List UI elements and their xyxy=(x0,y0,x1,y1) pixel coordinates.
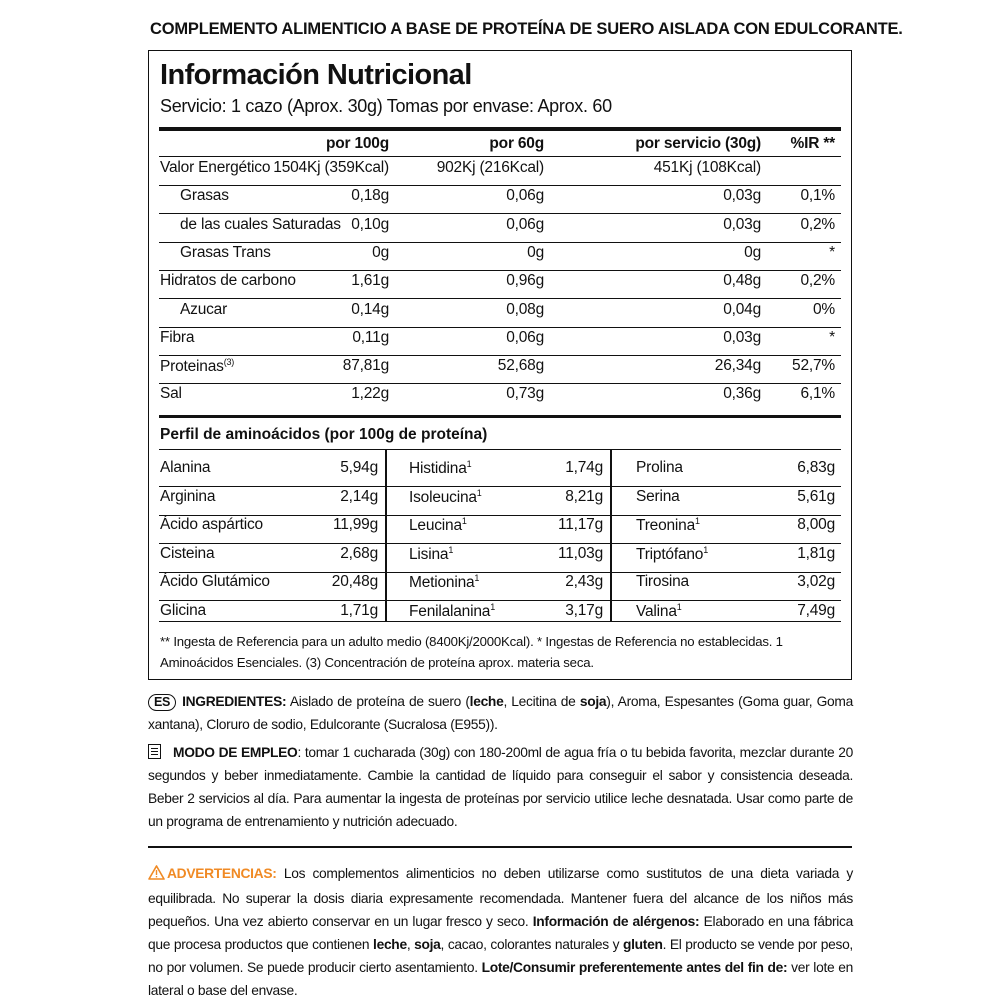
amino-name-text: Isoleucina xyxy=(409,488,477,506)
nutrient-label: Valor Energético xyxy=(160,159,271,176)
batch-label: Lote/Consumir preferentemente antes del fin de: xyxy=(481,960,788,975)
value-serving: 0,36g xyxy=(723,385,761,403)
warnings-paragraph xyxy=(148,862,853,1002)
amino-name xyxy=(636,545,708,564)
amino-name xyxy=(636,573,689,591)
value-per60: 0g xyxy=(527,243,544,261)
warnings-text: , xyxy=(406,937,415,952)
header-ir: %IR ** xyxy=(790,135,835,152)
amino-name xyxy=(636,459,683,477)
header-serving: por servicio (30g) xyxy=(635,135,761,152)
row-divider xyxy=(159,600,841,601)
amino-value: 11,17g xyxy=(557,516,603,533)
usage-paragraph xyxy=(148,741,853,833)
amino-value: 1,81g xyxy=(797,544,835,562)
amino-name-text: Cisteina xyxy=(160,544,215,562)
value-per60: 0,73g xyxy=(506,385,544,403)
value-per100: 0,11g xyxy=(352,328,389,346)
allergen-milk: leche xyxy=(373,937,407,952)
value-ir: 0,2% xyxy=(800,215,835,233)
value-per100: 0,14g xyxy=(351,300,389,318)
essential-marker: 1 xyxy=(676,601,682,612)
warnings-label: ADVERTENCIAS: xyxy=(167,866,277,881)
row-divider xyxy=(159,383,841,384)
essential-marker: 1 xyxy=(476,487,482,498)
footnote: ** Ingesta de Referencia para un adulto medio (8400Kj/2000Kcal). * Ingestas de Referencia no establecidas. 1 Aminoácidos Esenciales. (3) Concentración de proteína aprox. materia seca. xyxy=(160,634,783,670)
row-divider xyxy=(159,213,841,214)
amino-name-text: Alanina xyxy=(160,459,211,476)
value-per60: 0,08g xyxy=(506,300,544,318)
amino-name-text: Fenilalanina xyxy=(409,602,491,620)
warnings-text: . El producto se vende por peso, no por volumen. Se puede producir cierto asentamiento. xyxy=(148,937,853,975)
amino-name xyxy=(409,602,495,621)
column-divider xyxy=(610,449,612,621)
value-serving: 26,34g xyxy=(714,357,761,375)
value-serving: 0,04g xyxy=(723,300,761,318)
header-per60: por 60g xyxy=(489,135,544,152)
column-divider xyxy=(385,449,387,621)
ingredients-label: INGREDIENTES: xyxy=(182,694,287,709)
product-heading: COMPLEMENTO ALIMENTICIO A BASE DE PROTEÍNA DE SUERO AISLADA CON EDULCORANTE. xyxy=(150,20,903,38)
amino-name-text: Ácido aspártico xyxy=(160,516,263,533)
value-per100: 0,10g xyxy=(351,215,389,233)
amino-title: Perfil de aminoácidos (por 100g de proteína) xyxy=(160,426,488,443)
amino-name-text: Leucina xyxy=(409,517,462,535)
essential-marker: 1 xyxy=(695,516,700,526)
nutrient-label: Grasas xyxy=(180,187,229,205)
amino-value: 3,02g xyxy=(797,573,835,590)
allergen-info-label: Información de alérgenos: xyxy=(532,914,700,929)
amino-name xyxy=(160,602,206,620)
amino-name xyxy=(160,573,270,591)
allergen-milk: leche xyxy=(469,694,504,709)
row-divider xyxy=(159,486,841,487)
row-divider xyxy=(159,298,841,299)
nutrient-label: Proteinas$^{(3)}$ xyxy=(160,357,235,376)
value-per100: 87,81g xyxy=(342,357,389,375)
amino-value: 11,03g xyxy=(557,544,603,562)
value-serving: 451Kj (108Kcal) xyxy=(653,159,761,176)
footnote-marker: (3) xyxy=(223,357,235,368)
warnings-text: Elaborado en una fábrica que procesa productos que contienen xyxy=(148,914,853,952)
value-serving: 0,03g xyxy=(723,187,761,205)
nutrition-panel xyxy=(148,50,852,680)
row-divider xyxy=(159,156,841,157)
amino-name xyxy=(409,545,453,564)
amino-value: 2,43g xyxy=(565,573,603,590)
amino-value: 1,74g xyxy=(565,459,603,476)
amino-name xyxy=(409,459,471,478)
ingredients-text: , Lecitina de xyxy=(503,694,580,709)
amino-value: 2,68g xyxy=(340,544,378,562)
amino-value: 2,14g xyxy=(340,487,378,505)
amino-name-text: Treonina xyxy=(636,517,695,535)
usage-label: MODO DE EMPLEO xyxy=(173,745,298,760)
nutrient-label: Sal xyxy=(160,385,182,403)
value-serving: 0,03g xyxy=(723,215,761,233)
amino-name xyxy=(636,516,700,535)
nutrient-label: Grasas Trans xyxy=(180,243,271,261)
amino-value: 7,49g xyxy=(797,601,835,619)
amino-value: 3,17g xyxy=(565,601,603,619)
row-divider xyxy=(159,185,841,186)
value-ir: 0,2% xyxy=(800,272,835,290)
value-serving: 0g xyxy=(744,243,761,261)
amino-name-text: Tirosina xyxy=(636,573,689,590)
amino-name-text: Lisina xyxy=(409,545,449,563)
essential-marker: 1 xyxy=(448,544,454,555)
ingredients-text: Aislado de proteína de suero ( xyxy=(286,694,470,709)
amino-value: 8,21g xyxy=(565,487,603,505)
amino-name-text: Glicina xyxy=(160,601,206,619)
amino-name-text: Ácido Glutámico xyxy=(160,573,270,590)
amino-name xyxy=(636,488,680,506)
nutrient-label: de las cuales Saturadas xyxy=(180,215,341,233)
allergen-soy: soja xyxy=(579,694,607,709)
amino-value: 20,48g xyxy=(331,573,378,590)
ingredients-text: ), Aroma, Espesantes (Goma guar, Goma xantana), Cloruro de sodio, Edulcorante (Sucralosa (E955)). xyxy=(148,694,853,732)
value-per100: 1,61g xyxy=(351,272,389,290)
nutrition-title: Información Nutricional xyxy=(160,59,472,91)
row-divider xyxy=(159,543,841,544)
nutrient-label: Azucar xyxy=(180,300,228,318)
amino-name xyxy=(409,488,482,507)
thick-rule xyxy=(159,415,841,418)
value-per100: 0g xyxy=(372,243,389,261)
serving-info: Servicio: 1 cazo (Aprox. 30g) Tomas por envase: Aprox. 60 xyxy=(160,96,612,116)
amino-value: 5,94g xyxy=(340,459,378,476)
value-per60: 902Kj (216Kcal) xyxy=(436,159,544,176)
warnings-text: Los complementos alimenticios no deben utilizarse como sustitutos de una dieta variada y equilibrada. No superar la dosis diaria expresamente recomendada. Mantener fuera del alcance de los niños más pequeños. Una vez abierto conservar en un lugar fresco y seco. xyxy=(148,866,853,929)
amino-name-text: Metionina xyxy=(409,574,475,592)
warnings-text: ver lote en lateral o base del envase. xyxy=(148,960,853,998)
value-per60: 52,68g xyxy=(497,357,544,375)
amino-value: 11,99g xyxy=(332,516,378,533)
value-per100: 1,22g xyxy=(351,385,389,403)
value-ir: 6,1% xyxy=(800,385,835,403)
value-ir: 52,7% xyxy=(792,357,835,375)
amino-value: 5,61g xyxy=(797,487,835,505)
nutrient-label: Fibra xyxy=(160,328,195,346)
row-divider xyxy=(159,270,841,271)
value-ir: * xyxy=(829,243,835,261)
header-per100: por 100g xyxy=(325,135,389,152)
amino-name-text: Serina xyxy=(636,487,680,505)
amino-name-text: Triptófano xyxy=(636,545,704,563)
row-divider xyxy=(159,242,841,243)
nutrient-label: Hidratos de carbono xyxy=(160,272,296,290)
amino-name xyxy=(160,516,263,534)
amino-value: 6,83g xyxy=(797,459,835,476)
allergen-soy: soja xyxy=(414,937,441,952)
essential-marker: 1 xyxy=(474,573,480,583)
usage-text: : tomar 1 cucharada (30g) con 180-200ml de agua fría o tu bebida favorita, mezclar durante 20 segundos y beber inmediatamente. Cambie la cantidad de líquido para conseguir el sabor y consistencia deseada. Beber 2 servicios al día. Para aumentar la ingesta de proteínas por servicio utilice leche desnatada. Usar como parte de un programa de entrenamiento y nutrición adecuado. xyxy=(148,745,853,829)
value-ir: 0,1% xyxy=(800,187,835,205)
warning-icon xyxy=(148,864,165,887)
document-icon xyxy=(148,744,161,759)
warnings-text: , cacao, colorantes naturales y xyxy=(440,937,623,952)
value-ir: * xyxy=(829,328,835,346)
amino-name xyxy=(409,516,467,535)
essential-marker: 1 xyxy=(461,516,467,526)
essential-marker: 1 xyxy=(703,544,709,555)
amino-name xyxy=(409,573,479,592)
value-ir: 0% xyxy=(812,300,835,318)
thick-rule xyxy=(159,127,841,131)
value-per100: 0,18g xyxy=(351,187,389,205)
row-divider xyxy=(159,355,841,356)
amino-value: 8,00g xyxy=(797,516,835,533)
value-serving: 0,48g xyxy=(723,272,761,290)
row-divider xyxy=(159,449,841,450)
amino-name xyxy=(160,459,210,477)
value-per60: 0,06g xyxy=(506,187,544,205)
value-per100: 1504Kj (359Kcal) xyxy=(273,159,389,176)
ingredients-paragraph xyxy=(148,690,853,736)
value-per60: 0,96g xyxy=(506,272,544,290)
amino-name-text: Prolina xyxy=(636,459,683,476)
essential-marker: 1 xyxy=(490,601,495,612)
value-per60: 0,06g xyxy=(506,328,544,346)
value-per60: 0,06g xyxy=(506,215,544,233)
amino-name xyxy=(636,602,682,621)
row-divider xyxy=(159,327,841,328)
amino-name xyxy=(160,545,214,563)
amino-name-text: Valina xyxy=(636,602,677,620)
essential-marker: 1 xyxy=(466,459,472,469)
value-serving: 0,03g xyxy=(723,328,761,346)
allergen-gluten: gluten xyxy=(623,937,663,952)
row-divider xyxy=(159,621,841,622)
amino-name-text: Arginina xyxy=(160,487,216,505)
section-divider xyxy=(148,846,852,848)
amino-value: 1,71g xyxy=(340,601,378,619)
amino-name xyxy=(160,488,215,506)
amino-name-text: Histidina xyxy=(409,460,467,478)
language-badge: ES xyxy=(148,694,176,711)
